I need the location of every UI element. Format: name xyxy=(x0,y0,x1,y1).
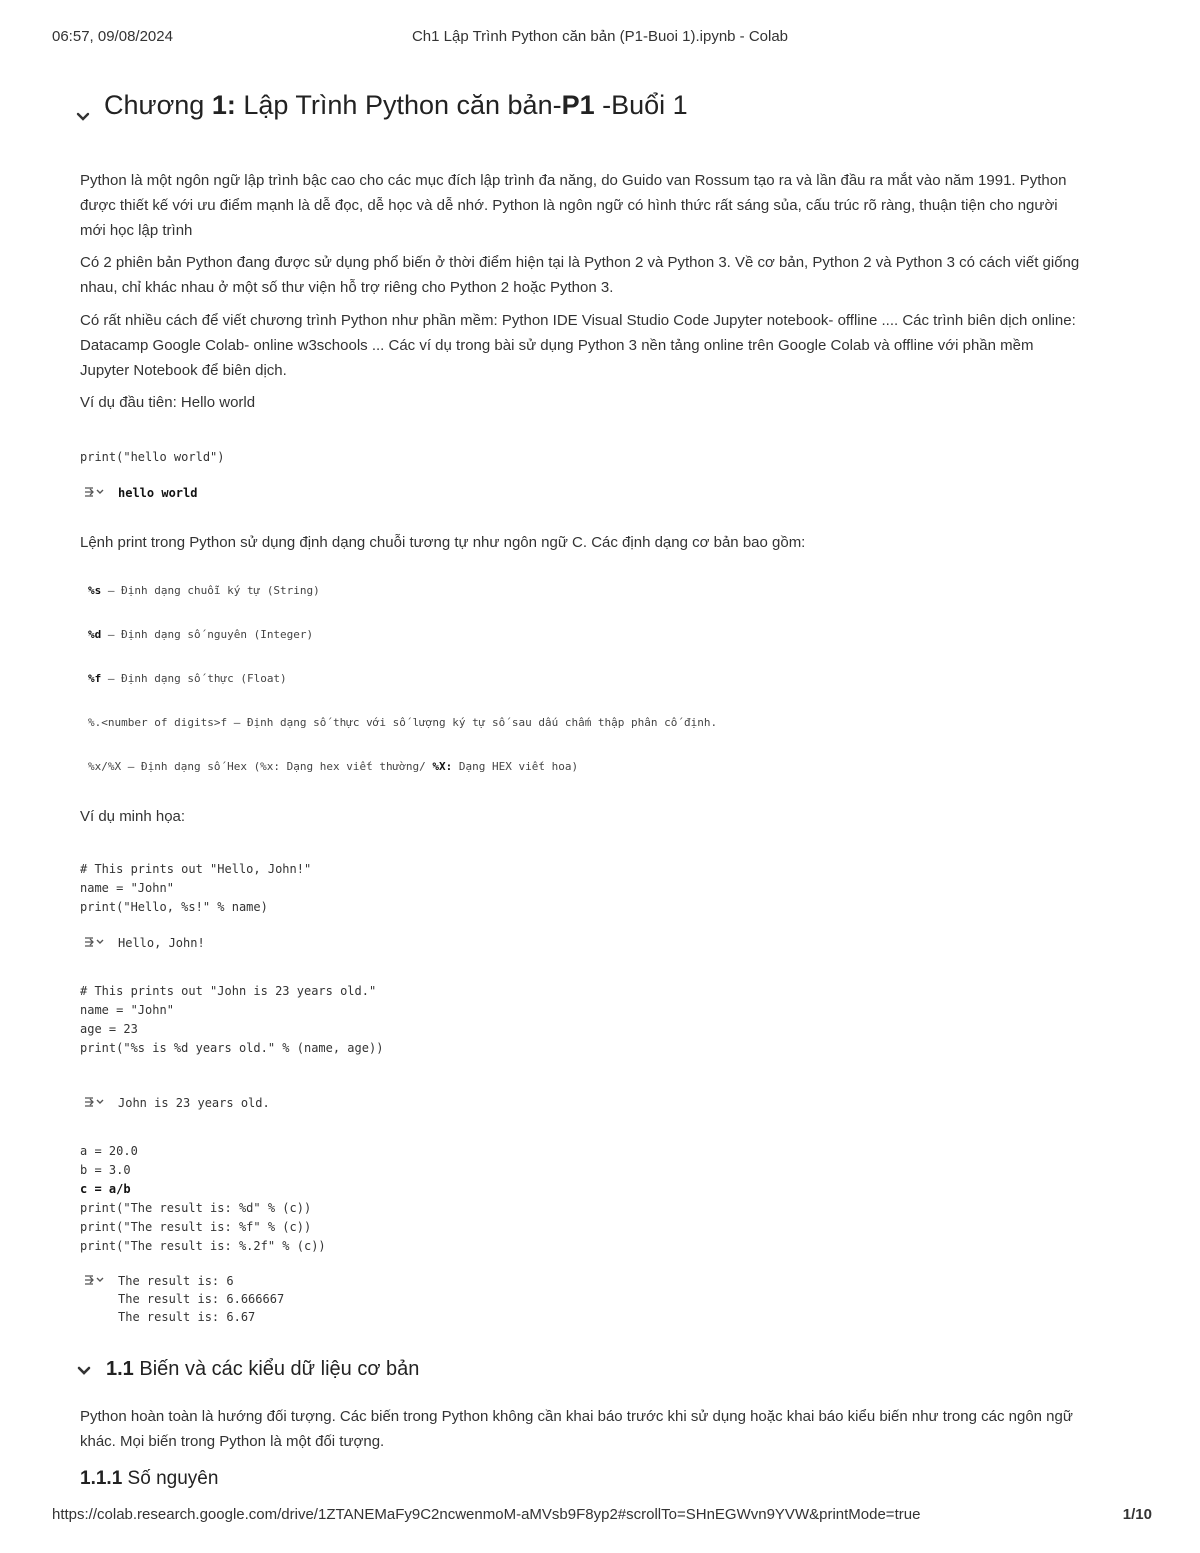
section-paragraph: Python hoàn toàn là hướng đối tượng. Các biến trong Python không cần khai báo trước khi sử dụng hoặc khai báo kiểu biến như trong các ngôn ngữ khác. Mọi biến trong Python là một đối tượng. xyxy=(80,1408,1073,1450)
code-cell-hello-world[interactable]: print("hello world") xyxy=(80,450,225,464)
print-datetime: 06:57, 09/08/2024 xyxy=(52,28,173,45)
output-arrow-icon[interactable] xyxy=(84,1094,106,1110)
format-item-s: %s – Định dạng chuỗi ký tự (String) xyxy=(88,584,320,597)
page-number: 1/10 xyxy=(1122,1506,1152,1523)
heading-section-1-1-1: 1.1.1 Số nguyên xyxy=(80,1468,219,1489)
format-item-precision: %.<number of digits>f – Định dạng số thực với số lượng ký tự số sau dấu chấm thập phân cố định. xyxy=(88,716,718,729)
code-cell-age[interactable]: # This prints out "John is 23 years old." name = "John" age = 23 print("%s is %d years old." % (name, age)) xyxy=(80,984,384,1055)
print-url: https://colab.research.google.com/drive/1ZTANEMaFy9C2ncwenmoM-aMVsb9F8yp2#scrollTo=SHnEGWvn9YVW&printMode=true xyxy=(52,1506,921,1523)
example-label: Ví dụ minh họa: xyxy=(80,808,186,825)
intro-paragraph-1: Python là một ngôn ngữ lập trình bậc cao cho các mục đích lập trình đa năng, do Guido van Rossum tạo ra và lần đầu ra mắt vào năm 1991. Python được thiết kế với ưu điểm mạnh là dễ đọc, dễ học và dễ nhớ. Python là ngôn ngữ có hình thức rất sáng sủa, cấu trúc rõ ràng, thuận tiện cho người mới học lập trình xyxy=(80,172,1067,239)
intro-paragraph-3: Có rất nhiều cách để viết chương trình Python như phần mềm: Python IDE Visual Studio Code Jupyter notebook- offline .... Các trình biên dịch online: Datacamp Google Colab- online w3schools ... Các ví dụ trong bài sử dụng Python 3 nền tảng online trên Google Colab và offline với phần mềm Jupyter Notebook để biên dịch. xyxy=(80,312,1076,379)
output-arrow-icon[interactable] xyxy=(84,1272,106,1288)
print-format-description: Lệnh print trong Python sử dụng định dạng chuỗi tương tự như ngôn ngữ C. Các định dạng cơ bản bao gồm: xyxy=(80,534,806,551)
format-item-hex: %x/%X – Định dạng số Hex (%x: Dạng hex viết thường/ %X: Dạng HEX viết hoa) xyxy=(88,760,579,773)
collapse-subsection-chevron-icon[interactable] xyxy=(75,1362,93,1380)
format-item-f: %f – Định dạng số thực (Float) xyxy=(88,672,287,685)
intro-paragraph-4: Ví dụ đầu tiên: Hello world xyxy=(80,394,256,411)
heading-chapter-1: Chương 1: Lập Trình Python căn bản-P1 -Buổi 1 xyxy=(104,90,688,120)
intro-paragraph-2: Có 2 phiên bản Python đang được sử dụng phổ biến ở thời điểm hiện tại là Python 2 và Python 3. Về cơ bản, Python 2 và Python 3 có cách viết giống nhau, chỉ khác nhau ở một số thư viện hỗ trợ riêng cho Python 2 hoặc Python 3. xyxy=(80,254,1080,296)
collapse-section-chevron-icon[interactable] xyxy=(74,108,92,126)
print-header xyxy=(52,28,1148,50)
code-cell-result[interactable]: a = 20.0 b = 3.0 c = a/b print("The result is: %d" % (c)) print("The result is: %f" % (c)) print("The result is: %.2f" % (c)) xyxy=(80,1144,326,1253)
output-arrow-icon[interactable] xyxy=(84,934,106,950)
heading-section-1-1: 1.1 Biến và các kiểu dữ liệu cơ bản xyxy=(106,1358,420,1380)
format-item-d: %d – Định dạng số nguyên (Integer) xyxy=(88,628,314,641)
print-doc-title: Ch1 Lập Trình Python căn bản (P1-Buoi 1).ipynb - Colab xyxy=(411,28,789,45)
output-arrow-icon[interactable] xyxy=(84,484,106,500)
code-cell-hello-john[interactable]: # This prints out "Hello, John!" name = "John" print("Hello, %s!" % name) xyxy=(80,862,312,914)
print-footer xyxy=(52,1506,1152,1528)
